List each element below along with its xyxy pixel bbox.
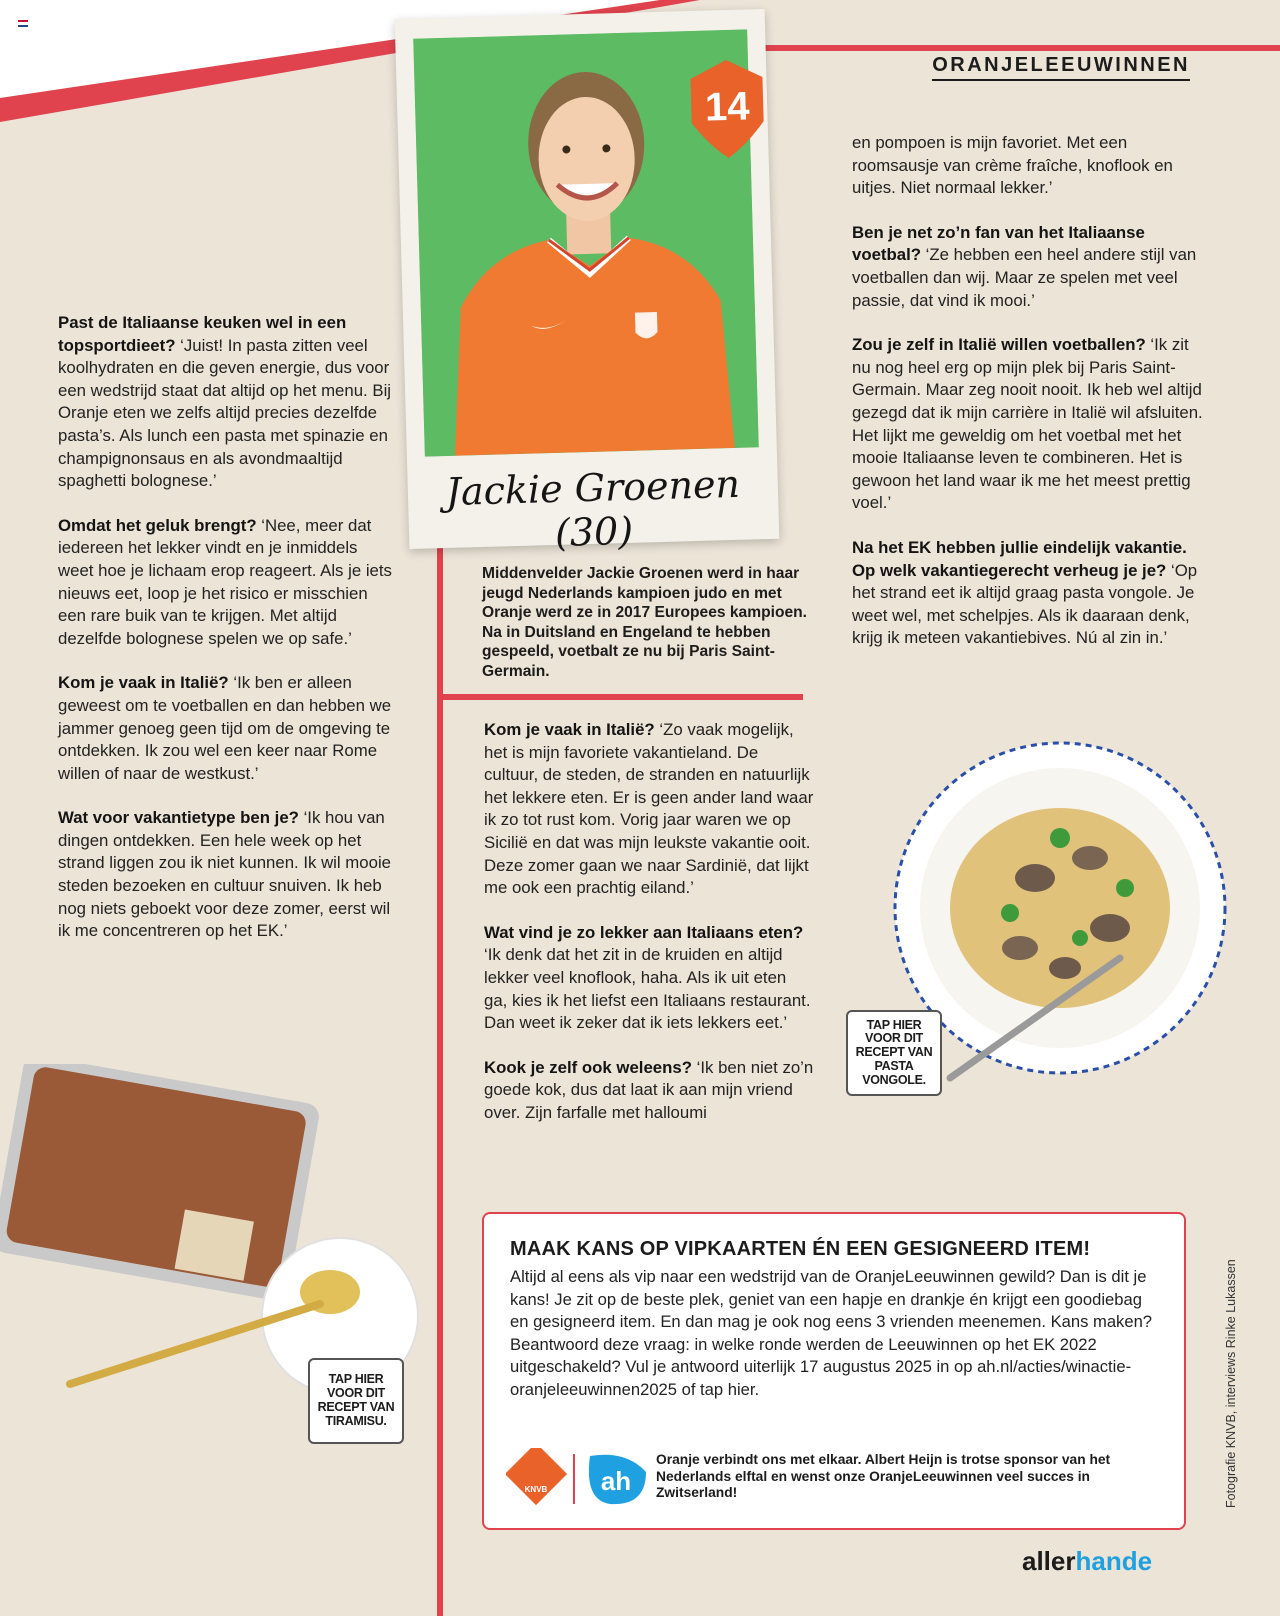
middle-column xyxy=(484,719,814,1147)
promo-title: MAAK KANS OP VIPKAARTEN ÉN EEN GESIGNEERD ITEM! xyxy=(510,1238,1091,1260)
interview-question: Kook je zelf ook weleens? xyxy=(484,1057,692,1077)
photo-credit: Fotografie KNVB, interviews Rinke Lukassen xyxy=(1224,1259,1238,1508)
interview-question: Past de Italiaanse keuken wel in een topsportdieet? xyxy=(58,313,347,355)
player-name-signature: Jackie Groenen (30) xyxy=(445,461,741,555)
interview-paragraph xyxy=(852,334,1204,515)
interview-answer: en pompoen is mijn favoriet. Met een roomsausje van crème fraîche, knoflook en uitjes. Niet normaal lekker.’ xyxy=(852,133,1173,198)
allerhande-logo: allerhande xyxy=(1022,1546,1153,1576)
vongole-recipe-tag[interactable]: TAP HIER VOOR DIT RECEPT VAN PASTA VONGOLE. xyxy=(846,1010,942,1096)
albert-heijn-logo xyxy=(589,1455,646,1504)
interview-answer: ‘Ik zit nu nog heel erg op mijn plek bij Paris Saint-Germain. Maar zeg nooit nooit. Ik heb wel altijd gezegd dat ik mijn carrière in Italië wil afsluiten. Het lijkt me geweldig om het voetbal met het mooie Italiaanse leven te combineren. Het is gewoon het land waar ik me het meest prettig voel.’ xyxy=(852,335,1203,513)
interview-question: Ben je net zo’n fan van het Italiaanse voetbal? xyxy=(852,222,1145,265)
player-polaroid xyxy=(395,9,780,555)
interview-paragraph xyxy=(58,312,394,493)
interview-answer: ‘Nee, meer dat iedereen het lekker vindt en je inmiddels weet hoe je lichaam erop reageert. Als je iets nieuws eet, loop je het risico er misschien een rare buik van te krijgen. Met altijd dezelfde bolognese spelen we op safe.’ xyxy=(58,515,392,648)
tiramisu-image xyxy=(0,1064,420,1404)
left-column xyxy=(58,312,394,965)
shirt-number-badge xyxy=(688,59,767,159)
promo-box[interactable] xyxy=(482,1212,1186,1530)
interview-paragraph xyxy=(484,922,814,1035)
interview-question: Kom je vaak in Italië? xyxy=(484,720,655,739)
svg-text:ah: ah xyxy=(600,1466,632,1496)
shirt-number: 14 xyxy=(704,84,751,130)
interview-question: Omdat het geluk brengt? xyxy=(58,515,257,535)
interview-paragraph xyxy=(484,719,814,900)
section-label: ORANJELEEUWINNEN xyxy=(932,54,1190,81)
knvb-logo xyxy=(506,1448,567,1505)
promo-body: Altijd al eens als vip naar een wedstrijd van de OranjeLeeuwinnen gewild? Dan is dit je kans! Je zit op de beste plek, geniet van een hapje en drankje én krijgt een goodiebag en gesigneerd item. En dan mag je ook nog eens 3 vrienden meenemen. Kans maken? Beantwoord deze vraag: in welke ronde werden de Leeuwinnen op het EK 2022 uitgeschakeld? Vul je antwoord uiterlijk 17 augustus 2025 in op ah.nl/acties/winactie-oranjeleeuwinnen2025 of tap hier. xyxy=(510,1267,1153,1399)
interview-answer: ‘Ze hebben een heel andere stijl van voetballen dan wij. Maar ze spelen met veel passie, dat vind ik mooi.’ xyxy=(852,245,1197,310)
flag-icon xyxy=(18,20,28,27)
player-caption: Middenvelder Jackie Groenen werd in haar jeugd Nederlands kampioen judo en met Oranje werd ze in 2017 Europees kampioen. Na in Duitsland en Engeland te hebben gespeeld, voetbalt ze nu bij Paris Saint-Germain. xyxy=(482,565,807,680)
interview-answer: ‘Ik ben er alleen geweest om te voetballen en dan hebben we jammer genoeg geen tijd om de omgeving te ontdekken. Ik zou wel een keer naar Rome willen of naar de westkust.’ xyxy=(58,673,392,783)
svg-text:KNVB: KNVB xyxy=(524,1485,548,1494)
interview-answer: ‘Zo vaak mogelijk, het is mijn favoriete vakantieland. De cultuur, de steden, de stranden en natuurlijk het lekkere eten. Er is geen ander land waar ik zo tot rust kom. Vorig jaar waren we op Sicilië en dat was mijn leukste vakantie ooit. Deze zomer gaan we naar Sardinië, dat lijkt me ook een prachtig eiland.’ xyxy=(484,720,814,898)
interview-answer: ‘Op het strand eet ik altijd graag pasta vongole. Je weet wel, met schelpjes. Als ik daaraan denk, krijg ik meteen vakantiebives. Nú al zin in.’ xyxy=(852,560,1198,648)
interview-paragraph xyxy=(852,132,1204,200)
sponsor-text: Oranje verbindt ons met elkaar. Albert Heijn is trotse sponsor van het Nederlands elftal en wenst onze OranjeLeeuwinnen veel succes in Zwitserland! xyxy=(656,1452,1111,1501)
interview-answer: ‘Ik ben niet zo’n goede kok, dus dat laat ik aan mijn vriend over. Zijn farfalle met halloumi xyxy=(484,1057,814,1122)
caption-red-rule xyxy=(437,694,803,700)
interview-answer: ‘Ik hou van dingen ontdekken. Een hele week op het strand liggen zou ik niet kunnen. Ik wil mooie steden bezoeken en cultuur snuiven. Ik heb nog niets geboekt voor deze zomer, eerst wil ik me concentreren op het EK.’ xyxy=(58,808,392,941)
interview-question: Wat vind je zo lekker aan Italiaans eten? xyxy=(484,922,804,942)
interview-question: Wat voor vakantietype ben je? xyxy=(58,808,299,828)
sponsor-logos xyxy=(506,1448,676,1510)
interview-answer: ‘Juist! In pasta zitten veel koolhydraten en die geven energie, dus voor een wedstrijd staat dat altijd op het menu. Bij Oranje eten we zelfs altijd precies dezelfde pasta’s. Als lunch een pasta met spinazie en champignonsaus en als avondmaaltijd spaghetti bolognese.’ xyxy=(58,335,392,491)
top-red-rule xyxy=(752,45,1280,51)
interview-paragraph xyxy=(58,807,394,943)
interview-question: Kom je vaak in Italië? xyxy=(58,673,229,693)
interview-answer: ‘Ik denk dat het zit in de kruiden en altijd lekker veel knoflook, haha. Als ik uit eten ga, kies ik het liefst een Italiaans restaurant. Dan weet ik zeker dat ik iets lekkers eet.’ xyxy=(484,945,811,1033)
middle-red-rule xyxy=(437,540,443,1616)
interview-paragraph xyxy=(484,1057,814,1125)
interview-paragraph xyxy=(58,672,394,785)
interview-paragraph xyxy=(852,222,1204,312)
right-column xyxy=(852,132,1204,672)
tiramisu-recipe-tag[interactable]: TAP HIER VOOR DIT RECEPT VAN TIRAMISU. xyxy=(308,1358,404,1444)
interview-paragraph xyxy=(58,515,394,651)
interview-question: Na het EK hebben jullie eindelijk vakantie. Op welk vakantiegerecht verheug je je? xyxy=(852,537,1187,580)
interview-question: Zou je zelf in Italië willen voetballen? xyxy=(852,335,1146,355)
interview-paragraph xyxy=(852,537,1204,650)
